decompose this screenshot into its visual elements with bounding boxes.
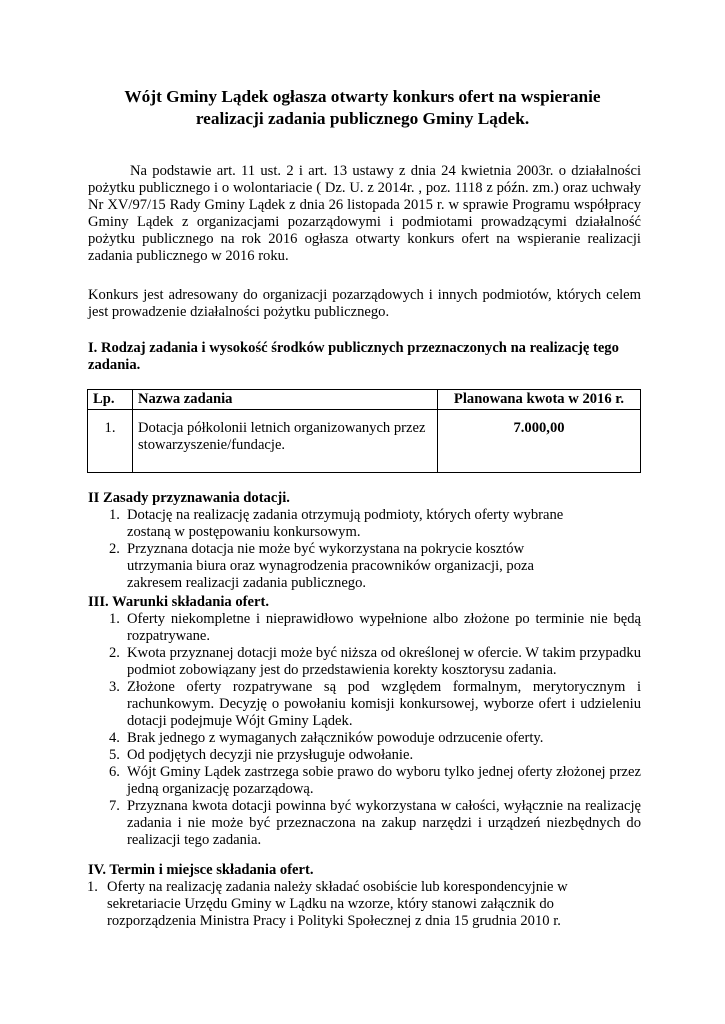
list-item-number: 2. — [109, 541, 120, 557]
list-item-number: 5. — [109, 747, 120, 763]
list-item-number: 1. — [109, 507, 120, 523]
list-item — [109, 507, 577, 541]
list-item-number: 6. — [109, 764, 120, 780]
list-item-number: 1. — [109, 611, 120, 627]
section-1-heading: I. Rodzaj zadania i wysokość środków publicznych przeznaczonych na realizację tego zadania. — [88, 340, 619, 373]
intro-paragraph: Na podstawie art. 11 ust. 2 i art. 13 ustawy z dnia 24 kwietnia 2003r. o działalności pożytku publicznego i o wolontariacie ( Dz. U. z 2014r. , poz. 1118 z późn. zm.) oraz uchwały Nr XV/97/15 Rady Gminy Lądek z dnia 26 listopada 2015 r. w sprawie Programu współpracy Gminy Lądek z organizacjami pozarządowymi i podmiotami prowadzącymi działalność pożytku publicznego na rok 2016 ogłasza otwarty konkurs ofert na wspieranie realizacji zadania publicznego w 2016 roku. — [88, 163, 641, 264]
list-item — [109, 645, 641, 679]
list-item-text: Złożone oferty rozpatrywane są pod względem formalnym, merytorycznym i rachunkowym. Decyzję o powołaniu komisji konkursowej, wyborze ofert i udzieleniu dotacji podejmuje Wójt Gminy Lądek. — [127, 679, 641, 729]
table-row — [88, 410, 641, 473]
list-item — [109, 798, 641, 849]
table-header-row — [88, 390, 641, 410]
list-item — [109, 611, 641, 645]
header-planned-amount: Planowana kwota w 2016 r. — [438, 390, 641, 410]
list-item-text: Od podjętych decyzji nie przysługuje odwołanie. — [127, 747, 414, 763]
header-task-name: Nazwa zadania — [133, 390, 438, 410]
document-title — [60, 86, 665, 130]
title-line-1: Wójt Gminy Lądek ogłasza otwarty konkurs ofert na wspieranie — [124, 87, 601, 106]
list-item — [109, 541, 577, 592]
list-item-text: Kwota przyznanej dotacji może być niższa od określonej w ofercie. W takim przypadku podmiot zobowiązany jest do przedstawienia korekty kosztorysu zadania. — [127, 645, 641, 678]
list-item — [109, 747, 641, 764]
list-item-text: Oferty niekompletne i nieprawidłowo wypełnione albo złożone po terminie nie będą rozpatrywane. — [127, 611, 641, 644]
section-2-list — [109, 507, 577, 592]
list-item-text: Dotację na realizację zadania otrzymują podmioty, których oferty wybrane zostaną w postępowaniu konkursowym. — [127, 507, 564, 540]
section-4-list — [87, 879, 597, 930]
task-table — [87, 389, 641, 473]
addressed-paragraph: Konkurs jest adresowany do organizacji pozarządowych i innych podmiotów, których celem jest prowadzenie działalności pożytku publicznego. — [88, 287, 641, 320]
list-item-text: Wójt Gminy Lądek zastrzega sobie prawo do wyboru tylko jednej oferty złożonej przez jedną organizację pozarządową. — [127, 764, 641, 797]
list-item — [87, 879, 597, 930]
section-3-list — [109, 611, 641, 849]
list-item-number: 7. — [109, 798, 120, 814]
title-line-2: realizacji zadania publicznego Gminy Lądek. — [195, 109, 530, 128]
list-item-number: 3. — [109, 679, 120, 695]
list-item-text: Przyznana kwota dotacji powinna być wykorzystana w całości, wyłącznie na realizację zadania i nie może być przeznaczona na zakup narzędzi i urządzeń niezbędnych do realizacji tego zadania. — [127, 798, 641, 848]
list-item — [109, 764, 641, 798]
section-2-heading: II Zasady przyznawania dotacji. — [88, 490, 290, 506]
list-item — [109, 679, 641, 730]
cell-lp: 1. — [88, 410, 133, 473]
list-item-text: Brak jednego z wymaganych załączników powoduje odrzucenie oferty. — [127, 730, 544, 746]
section-4-heading: IV. Termin i miejsce składania ofert. — [88, 862, 314, 878]
section-3-heading: III. Warunki składania ofert. — [88, 594, 269, 610]
list-item-number: 1. — [87, 879, 98, 895]
list-item-number: 4. — [109, 730, 120, 746]
list-item — [109, 730, 641, 747]
cell-task-name: Dotacja półkolonii letnich organizowanych przez stowarzyszenie/fundacje. — [133, 410, 438, 473]
cell-planned-amount: 7.000,00 — [438, 410, 641, 473]
list-item-number: 2. — [109, 645, 120, 661]
header-lp: Lp. — [88, 390, 133, 410]
list-item-text: Przyznana dotacja nie może być wykorzystana na pokrycie kosztów utrzymania biura oraz wynagrodzenia pracowników organizacji, poza zakresem realizacji zadania publicznego. — [127, 541, 534, 591]
list-item-text: Oferty na realizację zadania należy składać osobiście lub korespondencyjnie w sekretariacie Urzędu Gminy w Lądku na wzorze, który stanowi załącznik do rozporządzenia Ministra Pracy i Polityki Społecznej z dnia 15 grudnia 2010 r. — [107, 879, 568, 929]
